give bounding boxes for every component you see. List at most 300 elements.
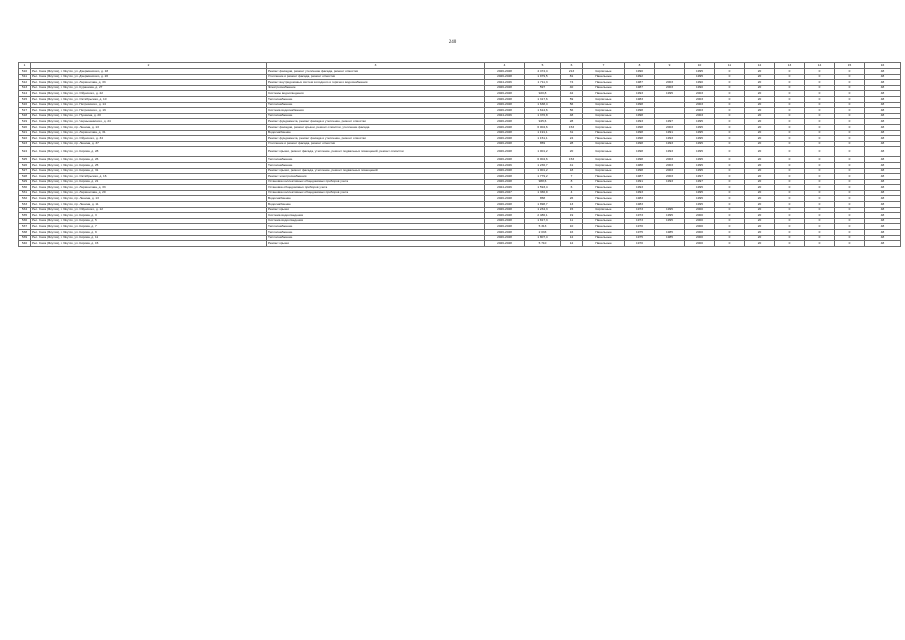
table-cell: 20 <box>745 113 775 119</box>
table-cell: 20 <box>745 91 775 97</box>
table-cell: 0 <box>835 130 865 136</box>
table-cell: 2026-2028 <box>485 179 525 185</box>
table-cell: 0 <box>715 235 745 241</box>
table-cell: 1990 <box>685 80 715 86</box>
table-cell: 0 <box>805 196 835 202</box>
column-header: 8 <box>625 63 655 69</box>
table-cell: 48 <box>865 230 901 236</box>
table-cell: 1995 <box>685 168 715 174</box>
table-cell: 0 <box>775 224 805 230</box>
table-cell: 48 <box>865 213 901 219</box>
table-cell: 48 <box>865 74 901 80</box>
table-cell: 2003 <box>655 157 685 163</box>
table-cell: 1998 <box>625 108 655 114</box>
table-cell: 48 <box>865 224 901 230</box>
table-cell: 2024-2026 <box>485 113 525 119</box>
table-cell: 20 <box>745 224 775 230</box>
table-cell: 2026-2028 <box>485 235 525 241</box>
table-cell: 0 <box>715 147 745 157</box>
table-cell: Рес. Саха (Якутия), г. Якутск, ул. Кирова, д. 5 <box>31 218 267 224</box>
table-cell: Рес. Саха (Якутия), г. Якутск, ул. Кирова, д. 11 <box>31 235 267 241</box>
table-cell: 0 <box>835 91 865 97</box>
table-cell: 920,8 <box>525 91 561 97</box>
table-cell: Рес. Саха (Якутия), г. Якутск, ул. Ойунского, д. 22 <box>31 91 267 97</box>
table-cell: 1988 <box>625 162 655 168</box>
table-cell: Ремонт фундамента, ремонт фасада и утепление, ремонт отмостки <box>267 136 485 142</box>
table-row <box>19 241 901 247</box>
table-cell: 2 033 <box>525 230 561 236</box>
table-cell: 1993 <box>655 136 685 142</box>
table-cell: 1 807,4 <box>525 235 561 241</box>
table-cell: 0 <box>715 162 745 168</box>
table-cell: 0 <box>715 130 745 136</box>
table-cell: Ремонт крыши <box>267 207 485 213</box>
table-cell: 2024-2026 <box>485 185 525 191</box>
table-cell: 2026-2028 <box>485 108 525 114</box>
table-cell: 0 <box>775 85 805 91</box>
table-cell: 2026-2028 <box>485 196 525 202</box>
table-cell: Панельные <box>583 230 625 236</box>
table-cell: 153 <box>561 124 583 130</box>
table-cell: 2000 <box>685 218 715 224</box>
table-cell: Системы водоотведения <box>267 91 485 97</box>
table-cell: 0 <box>805 162 835 168</box>
table-cell: 20 <box>745 235 775 241</box>
table-cell: 1995 <box>685 190 715 196</box>
table-cell: Рес. Саха (Якутия), г. Якутск, пр. Ленина, д. 11 <box>31 202 267 208</box>
table-cell: 519 <box>19 119 31 125</box>
table-cell: 0 <box>715 202 745 208</box>
table-cell: 2026-2028 <box>485 168 525 174</box>
table-cell: 41 <box>561 162 583 168</box>
table-cell: Рес. Саха (Якутия), г. Якутск, ул. Петровского, д. 14 <box>31 102 267 108</box>
table-cell: Ремонт электроснабжения <box>267 174 485 180</box>
table-cell: 48 <box>865 185 901 191</box>
table-cell: 2026-2028 <box>485 218 525 224</box>
table-cell: 5 710 <box>525 241 561 247</box>
table-cell: 1995 <box>655 91 685 97</box>
table-cell: 20 <box>745 179 775 185</box>
table-cell: 0 <box>715 213 745 219</box>
table-cell: 2003 <box>655 174 685 180</box>
table-cell: 511 <box>19 74 31 80</box>
table-cell: 1970 <box>625 224 655 230</box>
table-cell: 5 313 <box>525 224 561 230</box>
table-cell: 0 <box>805 91 835 97</box>
table-cell: 0 <box>775 218 805 224</box>
table-cell: 535 <box>19 213 31 219</box>
table-cell: 0 <box>805 136 835 142</box>
table-cell: Рес. Саха (Якутия), г. Якутск, ул. Дзержинского, д. 18 <box>31 69 267 75</box>
table-cell: Теплоснабжение <box>267 113 485 119</box>
table-cell: 1 817,3 <box>525 218 561 224</box>
table-cell: Кирпичные <box>583 113 625 119</box>
table-cell: 1995 <box>685 69 715 75</box>
table-cell: 1 366,9 <box>525 190 561 196</box>
table-cell: 0 <box>775 185 805 191</box>
table-cell: 0 <box>835 113 865 119</box>
table-cell: 0 <box>715 230 745 236</box>
table-cell: 0 <box>715 218 745 224</box>
table-cell: 0 <box>835 190 865 196</box>
table-cell: 859 <box>525 141 561 147</box>
table-cell: 20 <box>745 74 775 80</box>
table-cell: 527 <box>19 168 31 174</box>
table-cell: 48 <box>865 96 901 102</box>
table-cell: 988,6 <box>525 179 561 185</box>
table-cell: 1995 <box>685 130 715 136</box>
table-cell: Рес. Саха (Якутия), г. Якутск, ул. Октябрьская, д. 10 <box>31 96 267 102</box>
table-cell: Рес. Саха (Якутия), г. Якутск, ул. Лермонтова, д. 20 <box>31 190 267 196</box>
table-cell: 0 <box>835 102 865 108</box>
table-cell: 0 <box>715 241 745 247</box>
table-cell: 2003 <box>685 96 715 102</box>
table-cell: Панельные <box>583 218 625 224</box>
table-cell: 0 <box>775 168 805 174</box>
table-cell: Кирпичные <box>583 69 625 75</box>
table-cell: 2026-2028 <box>485 213 525 219</box>
table-cell: 1998 <box>625 136 655 142</box>
table-cell: Рес. Саха (Якутия), г. Якутск, пр. Ленина, д. 13 <box>31 124 267 130</box>
table-cell: 524 <box>19 147 31 157</box>
table-cell: Рес. Саха (Якутия), г. Якутск, ул. Кирова, д. 3 <box>31 213 267 219</box>
table-cell: 2000 <box>685 235 715 241</box>
table-cell: 0 <box>775 179 805 185</box>
table-cell: 1985 <box>655 235 685 241</box>
table-cell: 2003 <box>685 91 715 97</box>
table-cell: 2026-2028 <box>485 102 525 108</box>
table-cell: 538 <box>19 230 31 236</box>
table-cell: 2000 <box>685 224 715 230</box>
table-cell: Рес. Саха (Якутия), г. Якутск, ул. Кирова, д. 28 <box>31 147 267 157</box>
table-cell: Панельные <box>583 174 625 180</box>
table-cell: 2003 <box>685 102 715 108</box>
table-cell: 6 <box>561 185 583 191</box>
table-cell: 529 <box>19 179 31 185</box>
table-cell: 20 <box>745 69 775 75</box>
table-cell: Панельные <box>583 190 625 196</box>
table-cell: Панельные <box>583 85 625 91</box>
table-cell: Теплоснабжение <box>267 230 485 236</box>
table-cell: 1970 <box>625 241 655 247</box>
table-cell: Кирпичные <box>583 147 625 157</box>
table-cell: 16 <box>561 230 583 236</box>
table-cell: 528 <box>19 174 31 180</box>
table-cell: 0 <box>835 80 865 86</box>
table-cell: 518 <box>19 113 31 119</box>
table-cell: 1 376,8 <box>525 113 561 119</box>
table-cell: 526 <box>19 162 31 168</box>
table-cell: 0 <box>715 124 745 130</box>
table-cell: Рес. Саха (Якутия), г. Якутск, ул. Октябрьская, д. 16 <box>31 174 267 180</box>
table-cell: 2026-2028 <box>485 85 525 91</box>
table-cell: 0 <box>715 74 745 80</box>
table-cell: Кирпичные <box>583 102 625 108</box>
table-cell: 0 <box>775 213 805 219</box>
table-cell: 48 <box>865 196 901 202</box>
table-cell: 510 <box>19 69 31 75</box>
table-cell: 1992 <box>625 74 655 80</box>
table-cell: Панельные <box>583 91 625 97</box>
table-cell: Рес. Саха (Якутия), г. Якутск, ул. Петровского, д. 16 <box>31 108 267 114</box>
column-header: 3 <box>267 63 485 69</box>
column-header: 14 <box>805 63 835 69</box>
table-cell: 0 <box>715 185 745 191</box>
table-cell: Панельные <box>583 179 625 185</box>
table-cell: 2003 <box>655 85 685 91</box>
table-cell: 0 <box>805 224 835 230</box>
table-cell: 2024-2026 <box>485 162 525 168</box>
table-cell: 0 <box>835 168 865 174</box>
table-cell: 0 <box>835 162 865 168</box>
table-cell: 12 <box>561 241 583 247</box>
table-cell: 0 <box>805 202 835 208</box>
table-cell: 48 <box>865 241 901 247</box>
table-cell: 0 <box>715 196 745 202</box>
table-cell: 20 <box>745 162 775 168</box>
table-cell: 515 <box>19 96 31 102</box>
table-cell: 12 <box>561 235 583 241</box>
table-cell: 20 <box>745 102 775 108</box>
table-cell: 2026-2028 <box>485 224 525 230</box>
table-cell: Рес. Саха (Якутия), г. Якутск, ул. Кирова, д. 15 <box>31 241 267 247</box>
table-cell: 0 <box>835 179 865 185</box>
table-cell: 1973 <box>625 213 655 219</box>
table-cell: 2026-2028 <box>485 69 525 75</box>
table-cell: Рес. Саха (Якутия), г. Якутск, ул. Кирова, д. 9 <box>31 230 267 236</box>
table-cell: 1998 <box>625 113 655 119</box>
table-cell: 48 <box>865 157 901 163</box>
table-cell: 20 <box>745 230 775 236</box>
table-cell: 0 <box>805 230 835 236</box>
table-cell: 20 <box>745 96 775 102</box>
table-cell: 20 <box>745 136 775 142</box>
table-cell: Ремонт крыши, ремонт фасада, утепление, ремонт подвальных помещений <box>267 168 485 174</box>
table-cell: 0 <box>805 113 835 119</box>
table-cell: 0 <box>805 207 835 213</box>
column-header: 1 <box>19 63 31 69</box>
table-cell: 516 <box>19 102 31 108</box>
table-row <box>19 147 901 157</box>
table-cell: 0 <box>835 147 865 157</box>
table-cell: 858 <box>525 196 561 202</box>
table-cell: 0 <box>835 241 865 247</box>
table-cell: 48 <box>865 168 901 174</box>
table-cell: 0 <box>805 179 835 185</box>
table-cell: 1998 <box>625 168 655 174</box>
table-body <box>19 69 901 247</box>
table-cell: 48 <box>865 136 901 142</box>
table-cell: Ремонт фундамента, ремонт фасада и утепление, ремонт отмостки <box>267 119 485 125</box>
table-cell: 7 <box>561 174 583 180</box>
table-cell: 539 <box>19 235 31 241</box>
table-cell: 530 <box>19 185 31 191</box>
table-cell: 1998 <box>625 124 655 130</box>
table-cell: 0 <box>835 74 865 80</box>
table-cell: Утепление и ремонт фасада, ремонт отмостки <box>267 141 485 147</box>
table-cell: Система водоотведения <box>267 218 485 224</box>
column-header: 16 <box>865 63 901 69</box>
table-cell: 20 <box>745 130 775 136</box>
table-cell: Кирпичные <box>583 124 625 130</box>
table-cell: 20 <box>745 157 775 163</box>
table-cell: 512 <box>19 80 31 86</box>
table-cell: 4 <box>561 190 583 196</box>
table-cell: 0 <box>805 218 835 224</box>
table-cell: 1995 <box>655 207 685 213</box>
table-cell: 0 <box>835 174 865 180</box>
table-cell: Панельные <box>583 235 625 241</box>
table-cell: 523 <box>19 141 31 147</box>
table-cell: 0 <box>715 179 745 185</box>
table-cell: 1985 <box>655 230 685 236</box>
table-cell: 2026-2028 <box>485 91 525 97</box>
table-cell: 2026-2028 <box>485 241 525 247</box>
table-cell: 0 <box>835 119 865 125</box>
table-cell: Теплоснабжение <box>267 235 485 241</box>
table-cell: 0 <box>775 162 805 168</box>
table-cell: 0 <box>805 141 835 147</box>
table-cell: Система водоотведения <box>267 213 485 219</box>
table-cell: Кирпичные <box>583 108 625 114</box>
table-cell: 1983 <box>625 196 655 202</box>
table-cell: 0 <box>715 80 745 86</box>
table-cell: 20 <box>745 202 775 208</box>
table-cell: 1990 <box>625 69 655 75</box>
table-cell: 20 <box>745 108 775 114</box>
table-cell: 2026-2028 <box>485 124 525 130</box>
table-cell: 0 <box>715 69 745 75</box>
table-cell: 0 <box>775 119 805 125</box>
table-cell: 1993 <box>655 179 685 185</box>
table-cell: Ремонт фасадов, ремонт крыши, ремонт отмостки, утепление фасада <box>267 124 485 130</box>
table-cell: 4 474,4 <box>525 69 561 75</box>
table-cell: 0 <box>775 196 805 202</box>
table-cell: 0 <box>805 157 835 163</box>
table-cell: Рес. Саха (Якутия), г. Якутск, ул. Кирова, д. 21 <box>31 179 267 185</box>
table-cell: 0 <box>835 108 865 114</box>
table-cell: 0 <box>835 85 865 91</box>
table-cell: 18 <box>561 168 583 174</box>
table-cell: 1993 <box>625 91 655 97</box>
table-cell: Панельные <box>583 185 625 191</box>
table-cell: 213 <box>561 69 583 75</box>
table-cell: Система водоснабжения <box>267 108 485 114</box>
table-cell: 517 <box>19 108 31 114</box>
column-header: 9 <box>655 63 685 69</box>
table-cell: 1995 <box>685 202 715 208</box>
table-cell: 1975 <box>625 230 655 236</box>
table-cell: Панельные <box>583 74 625 80</box>
table-cell: 59 <box>561 96 583 102</box>
table-cell: 532 <box>19 196 31 202</box>
table-cell: 0 <box>805 168 835 174</box>
table-cell: Рес. Саха (Якутия), г. Якутск, ул. Чернышевского, д. 24 <box>31 119 267 125</box>
table-cell: 513 <box>19 85 31 91</box>
table-cell: 48 <box>865 179 901 185</box>
table-cell: 1 979,5 <box>525 74 561 80</box>
table-cell: 0 <box>805 124 835 130</box>
table-cell: 0 <box>715 96 745 102</box>
table-cell: Кирпичные <box>583 168 625 174</box>
table-cell: 48 <box>865 69 901 75</box>
table-cell: 40 <box>561 85 583 91</box>
table-cell: 0 <box>805 119 835 125</box>
table-cell: 0 <box>715 102 745 108</box>
register-table <box>18 62 901 247</box>
table-cell: 0 <box>715 119 745 125</box>
table-cell: 521 <box>19 130 31 136</box>
table-cell: 0 <box>775 108 805 114</box>
table-cell: 1993 <box>625 185 655 191</box>
table-cell: 0 <box>715 224 745 230</box>
table-cell: 20 <box>745 185 775 191</box>
table-cell: 536 <box>19 218 31 224</box>
column-header: 4 <box>485 63 525 69</box>
table-cell: Рес. Саха (Якутия), г. Якутск, ул. Лермонтова, д. 31 <box>31 130 267 136</box>
table-cell: 1995 <box>685 162 715 168</box>
table-cell: 0 <box>775 241 805 247</box>
table-cell: 48 <box>865 235 901 241</box>
table-cell: 1 898,7 <box>525 202 561 208</box>
table-cell: Панельные <box>583 224 625 230</box>
table-cell: 48 <box>865 91 901 97</box>
table-cell: 28 <box>561 141 583 147</box>
table-cell: Панельные <box>583 196 625 202</box>
table-cell: 81 <box>561 74 583 80</box>
table-cell: 0 <box>835 224 865 230</box>
table-cell: 2003 <box>655 80 685 86</box>
table-cell: Установка коллективных общедомовых приборов учета <box>267 179 485 185</box>
table-cell: Ремонт крыши <box>267 241 485 247</box>
table-cell: Кирпичные <box>583 119 625 125</box>
table-cell: 0 <box>775 157 805 163</box>
table-cell: 522 <box>19 136 31 142</box>
table-cell: 48 <box>865 108 901 114</box>
table-cell: 0 <box>775 141 805 147</box>
table-cell: 2026-2028 <box>485 147 525 157</box>
table-cell: 1991 <box>625 179 655 185</box>
table-cell: 0 <box>775 96 805 102</box>
table-cell: 1 317,6 <box>525 96 561 102</box>
table-cell: Водоснабжение <box>267 130 485 136</box>
table-cell: 56 <box>561 102 583 108</box>
table-cell: 1997 <box>655 119 685 125</box>
table-cell: 20 <box>745 141 775 147</box>
table-cell: 1995 <box>685 119 715 125</box>
table-cell: 2024-2026 <box>485 80 525 86</box>
table-cell: 0 <box>805 130 835 136</box>
table-cell: 0 <box>775 69 805 75</box>
table-cell: 2026-2028 <box>485 174 525 180</box>
table-cell: 2003 <box>685 108 715 114</box>
table-cell: 0 <box>775 207 805 213</box>
table-cell: Кирпичные <box>583 96 625 102</box>
table-cell: 48 <box>865 80 901 86</box>
table-cell: 1 234,3 <box>525 207 561 213</box>
table-cell: 1975 <box>625 235 655 241</box>
table-cell: 20 <box>745 124 775 130</box>
table-cell: 531 <box>19 190 31 196</box>
table-cell: 48 <box>865 113 901 119</box>
table-cell: 1995 <box>685 157 715 163</box>
table-cell: 1995 <box>685 74 715 80</box>
table-cell: 48 <box>865 202 901 208</box>
table-cell: 1 593,4 <box>525 185 561 191</box>
table-cell: 0 <box>715 113 745 119</box>
table-cell: 597 <box>525 85 561 91</box>
table-cell: 2026-2028 <box>485 119 525 125</box>
